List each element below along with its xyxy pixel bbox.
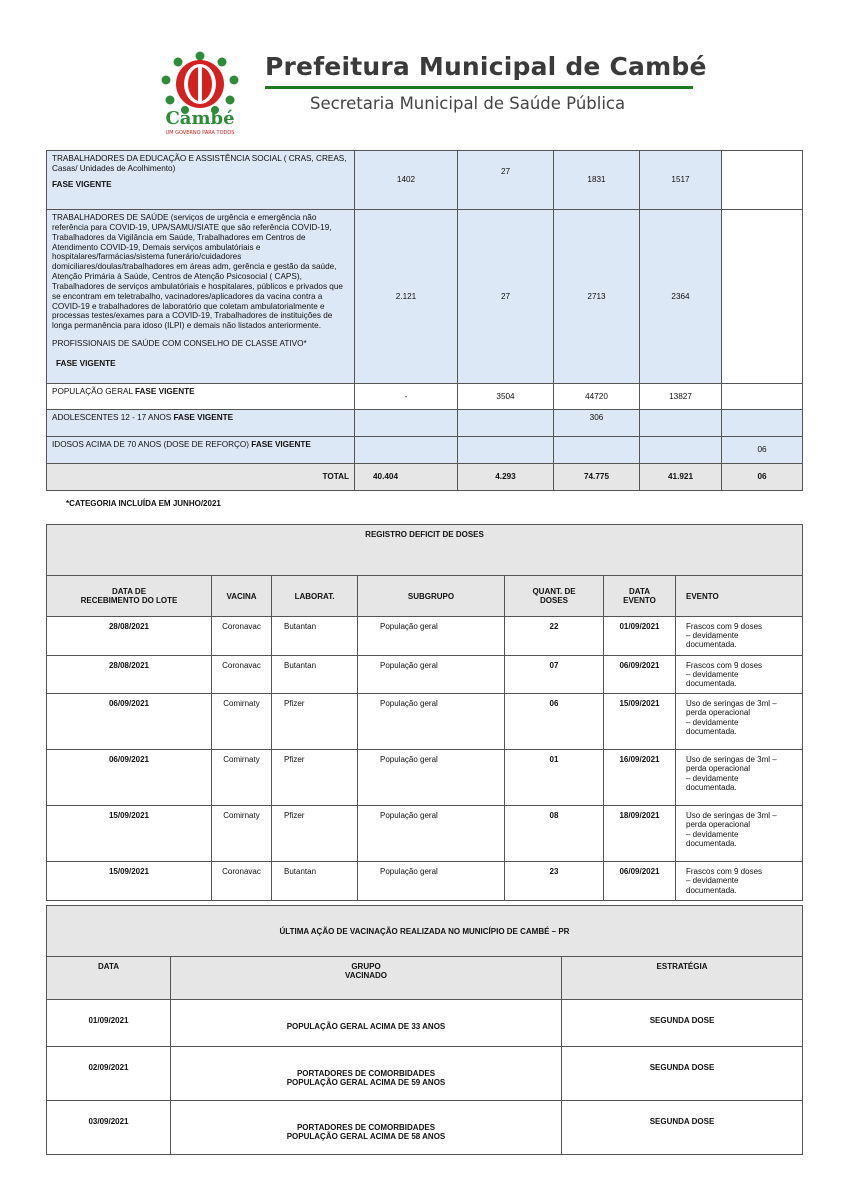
column-header: LABORAT. bbox=[272, 576, 358, 617]
cell: Frascos com 9 doses – devidamente documentada. bbox=[676, 655, 803, 694]
table-header-row bbox=[47, 576, 803, 617]
total-cell: 40.404 bbox=[355, 464, 458, 491]
table-row bbox=[47, 862, 803, 901]
cell: Uso de seringas de 3ml – perda operacional – devidamente documentada. bbox=[676, 750, 803, 806]
table-row bbox=[47, 384, 803, 410]
cell: SEGUNDA DOSE bbox=[562, 1000, 803, 1047]
cell: 07 bbox=[505, 655, 604, 694]
cell: SEGUNDA DOSE bbox=[562, 1047, 803, 1101]
footnote: *CATEGORIA INCLUÍDA EM JUNHO/2021 bbox=[66, 499, 221, 508]
row-label: ADOLESCENTES 12 - 17 ANOS FASE VIGENTE bbox=[47, 410, 355, 437]
cell: 44720 bbox=[554, 384, 640, 410]
cell: Butantan bbox=[272, 617, 358, 656]
row-label: TRABALHADORES DA EDUCAÇÃO E ASSISTÊNCIA SOCIAL ( CRAS, CREAS, Casas/ Unidades de Acolhimento) FASE VIGENTE bbox=[47, 151, 355, 210]
table-row bbox=[47, 1047, 803, 1101]
cell: 18/09/2021 bbox=[604, 806, 676, 862]
cell: Coronavac bbox=[212, 655, 272, 694]
total-label: TOTAL bbox=[47, 464, 355, 491]
column-header: EVENTO bbox=[676, 576, 803, 617]
total-cell: 74.775 bbox=[554, 464, 640, 491]
cell: 02/09/2021 bbox=[47, 1047, 171, 1101]
page-subtitle: Secretaria Municipal de Saúde Pública bbox=[310, 94, 626, 113]
cambe-logo bbox=[150, 48, 250, 136]
cell: - bbox=[355, 384, 458, 410]
cell: 13827 bbox=[640, 384, 722, 410]
table-row bbox=[47, 1101, 803, 1155]
logo-text: Cambé bbox=[165, 108, 235, 129]
cell: 01/09/2021 bbox=[604, 617, 676, 656]
total-cell: 06 bbox=[722, 464, 803, 491]
column-header: QUANT. DE DOSES bbox=[505, 576, 604, 617]
cell: População geral bbox=[358, 617, 505, 656]
cell: Uso de seringas de 3ml – perda operacional – devidamente documentada. bbox=[676, 694, 803, 750]
cell: POPULAÇÃO GERAL ACIMA DE 33 ANOS bbox=[171, 1000, 562, 1047]
deficit-table bbox=[46, 524, 803, 901]
cell: População geral bbox=[358, 806, 505, 862]
cell: População geral bbox=[358, 694, 505, 750]
deficit-table-title: REGISTRO DEFICIT DE DOSES bbox=[47, 525, 803, 576]
table-header-row bbox=[47, 957, 803, 1000]
cell bbox=[355, 437, 458, 464]
table-row bbox=[47, 151, 803, 210]
cell: Pfizer bbox=[272, 694, 358, 750]
page-title: Prefeitura Municipal de Cambé bbox=[265, 52, 707, 81]
last-action-title: ÚLTIMA AÇÃO DE VACINAÇÃO REALIZADA NO MUNICÍPIO DE CAMBÉ – PR bbox=[47, 906, 803, 957]
row-label: TRABALHADORES DE SAÚDE (serviços de urgência e emergência não referência para COVID-19, UPA/SAMU/SIATE que são referência COVID-19, Trabalhadores da Vigilância em Saúde, Trabalhadores em Centros de Atendimento COVID-19, Demais serviços ambulatóriais e hospitalares/farmácias/sistema funerário/cuidadores domiciliares/doulas/trabalhadores em áreas adm, gerência e gestão da saúde, Atenção Primária à Saúde, Centros de Atenção Psicosocial ( CAPS), Trabalhadores de serviços ambulatóriais e hospitalares, públicos e privados que se encontram em teletrabalho, vacinadores/aplicadores da vacina contra a COVID-19 e trabalhadores de laboratório que coletam ambulatorialmente e processas testes/exames para a COVID-19, Trabalhadores de instituições de longa permanência para idoso (ILPI) e demais não listados anteriormente. PROFISSIONAIS DE SAÚDE COM CONSELHO DE CLASSE ATIVO* FASE VIGENTE bbox=[47, 210, 355, 384]
cell: PORTADORES DE COMORBIDADES POPULAÇÃO GERAL ACIMA DE 59 ANOS bbox=[171, 1047, 562, 1101]
column-header: SUBGRUPO bbox=[358, 576, 505, 617]
total-cell: 41.921 bbox=[640, 464, 722, 491]
cell: População geral bbox=[358, 750, 505, 806]
cell: População geral bbox=[358, 862, 505, 901]
cell: 2364 bbox=[640, 210, 722, 384]
total-row bbox=[47, 464, 803, 491]
cell: 15/09/2021 bbox=[47, 862, 212, 901]
cell bbox=[458, 437, 554, 464]
cell: Coronavac bbox=[212, 862, 272, 901]
cell: 1831 bbox=[554, 151, 640, 210]
cell: 06 bbox=[505, 694, 604, 750]
cell: Frascos com 9 doses – devidamente documentada. bbox=[676, 862, 803, 901]
cell: Uso de seringas de 3ml – perda operacional – devidamente documentada. bbox=[676, 806, 803, 862]
column-header: ESTRATÉGIA bbox=[562, 957, 803, 1000]
cell: Coronavac bbox=[212, 617, 272, 656]
cell: 06/09/2021 bbox=[604, 655, 676, 694]
cell: 23 bbox=[505, 862, 604, 901]
cell: SEGUNDA DOSE bbox=[562, 1101, 803, 1155]
cell bbox=[722, 151, 803, 210]
cell: Comirnaty bbox=[212, 750, 272, 806]
cell bbox=[722, 210, 803, 384]
table-row bbox=[47, 750, 803, 806]
cell: 27 bbox=[458, 151, 554, 210]
cell: Comirnaty bbox=[212, 694, 272, 750]
row-label: IDOSOS ACIMA DE 70 ANOS (DOSE DE REFORÇO) FASE VIGENTE bbox=[47, 437, 355, 464]
column-header: DATA bbox=[47, 957, 171, 1000]
cell: 15/09/2021 bbox=[604, 694, 676, 750]
cell: Frascos com 9 doses – devidamente documentada. bbox=[676, 617, 803, 656]
cell: Pfizer bbox=[272, 806, 358, 862]
cell: 06 bbox=[722, 437, 803, 464]
cell: 1402 bbox=[355, 151, 458, 210]
cell: População geral bbox=[358, 655, 505, 694]
summary-table bbox=[46, 150, 803, 491]
table-row bbox=[47, 617, 803, 656]
column-header: DATA DE RECEBIMENTO DO LOTE bbox=[47, 576, 212, 617]
cell: 22 bbox=[505, 617, 604, 656]
table-row bbox=[47, 410, 803, 437]
total-cell: 4.293 bbox=[458, 464, 554, 491]
row-label: POPULAÇÃO GERAL FASE VIGENTE bbox=[47, 384, 355, 410]
cell: 03/09/2021 bbox=[47, 1101, 171, 1155]
cell: 2.121 bbox=[355, 210, 458, 384]
table-row bbox=[47, 437, 803, 464]
table-row bbox=[47, 806, 803, 862]
table-row bbox=[47, 655, 803, 694]
cell bbox=[554, 437, 640, 464]
cell bbox=[458, 410, 554, 437]
cell: Butantan bbox=[272, 862, 358, 901]
cell: Comirnaty bbox=[212, 806, 272, 862]
cell: 2713 bbox=[554, 210, 640, 384]
column-header: GRUPO VACINADO bbox=[171, 957, 562, 1000]
cell: 27 bbox=[458, 210, 554, 384]
cell: 01 bbox=[505, 750, 604, 806]
cell: 15/09/2021 bbox=[47, 806, 212, 862]
last-action-table bbox=[46, 905, 803, 1155]
cell bbox=[640, 410, 722, 437]
cell: Pfizer bbox=[272, 750, 358, 806]
cell: PORTADORES DE COMORBIDADES POPULAÇÃO GERAL ACIMA DE 58 ANOS bbox=[171, 1101, 562, 1155]
cell: 1517 bbox=[640, 151, 722, 210]
cell: 08 bbox=[505, 806, 604, 862]
cell bbox=[722, 384, 803, 410]
column-header: VACINA bbox=[212, 576, 272, 617]
cell: 06/09/2021 bbox=[604, 862, 676, 901]
logo-slogan: UM GOVERNO PARA TODOS bbox=[165, 130, 235, 136]
column-header: DATA EVENTO bbox=[604, 576, 676, 617]
cell: 3504 bbox=[458, 384, 554, 410]
cell bbox=[355, 410, 458, 437]
cell: 16/09/2021 bbox=[604, 750, 676, 806]
cell: 28/08/2021 bbox=[47, 655, 212, 694]
table-row bbox=[47, 210, 803, 384]
cell: 01/09/2021 bbox=[47, 1000, 171, 1047]
title-rule bbox=[265, 86, 693, 89]
table-row bbox=[47, 1000, 803, 1047]
table-row bbox=[47, 694, 803, 750]
cell: Butantan bbox=[272, 655, 358, 694]
cell: 06/09/2021 bbox=[47, 694, 212, 750]
cell: 28/08/2021 bbox=[47, 617, 212, 656]
cell: 06/09/2021 bbox=[47, 750, 212, 806]
cell bbox=[722, 410, 803, 437]
cell: 306 bbox=[554, 410, 640, 437]
cell bbox=[640, 437, 722, 464]
